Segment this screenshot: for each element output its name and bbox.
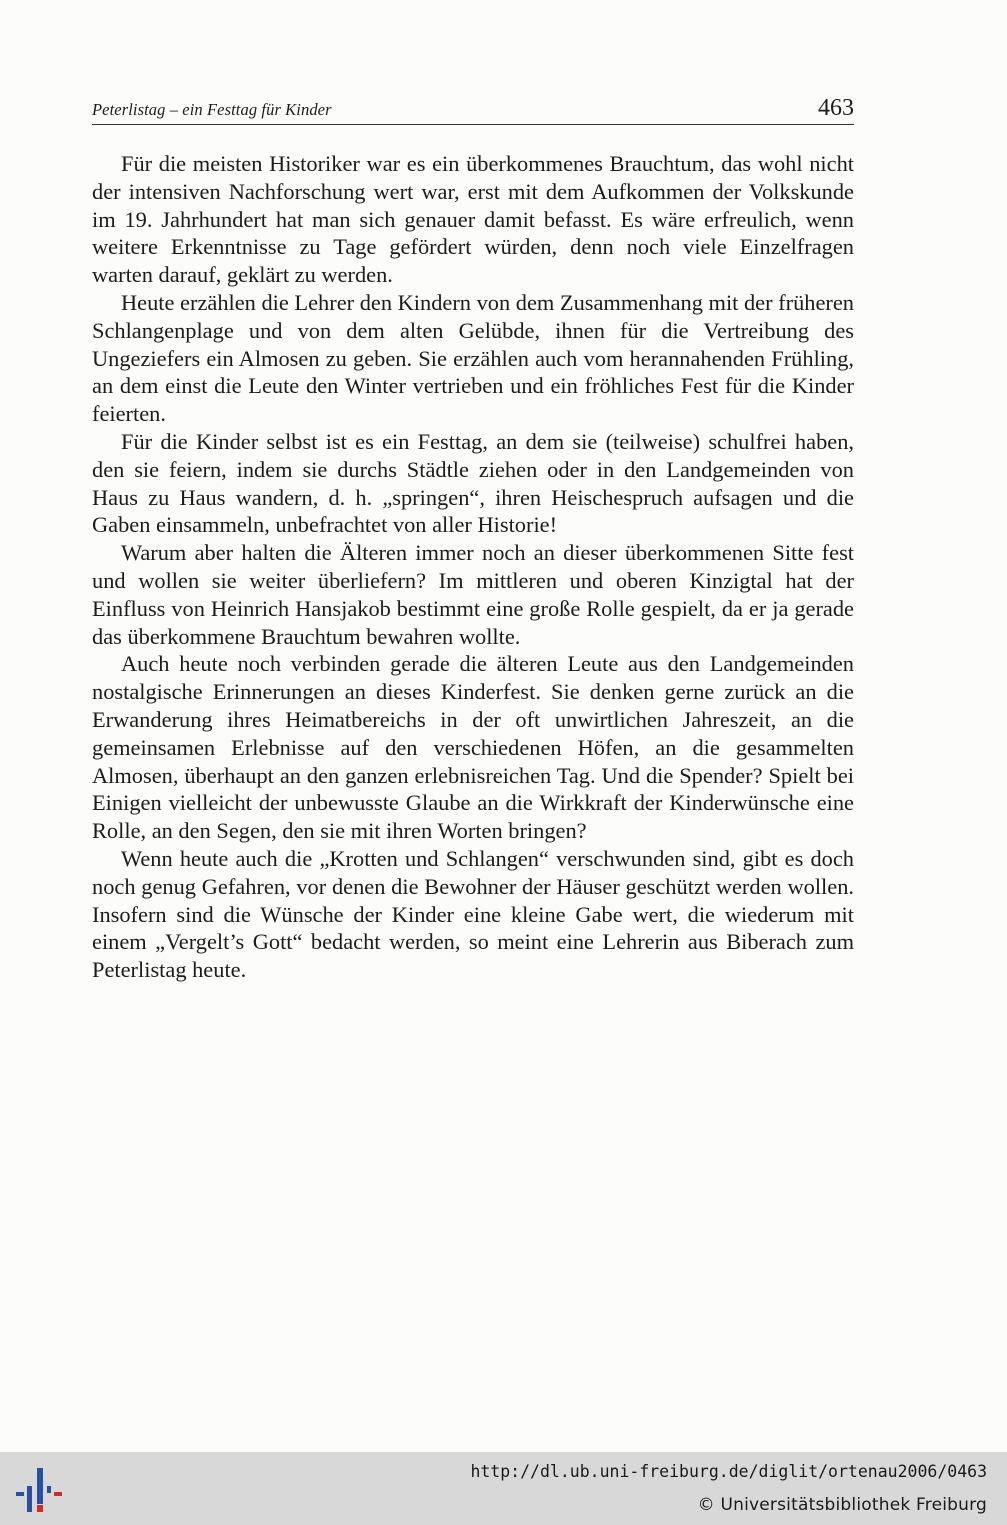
library-logo-icon xyxy=(12,1464,64,1514)
paragraph: Warum aber halten die Älteren immer noch an dieser überkommenen Sitte fest und wollen sie weiter überliefern? Im mittleren und oberen Kinzigtal hat der Einfluss von Heinrich Hansjakob bestimmt eine große Rolle gespielt, da er ja gerade das überkommene Brauchtum bewahren wollte. xyxy=(92,540,854,649)
source-url-link[interactable]: http://dl.ub.uni-freiburg.de/diglit/ortenau2006/0463 xyxy=(470,1462,987,1481)
copyright-notice: © Universitätsbibliothek Freiburg xyxy=(697,1495,987,1515)
paragraph: Für die Kinder selbst ist es ein Festtag, an dem sie (teilweise) schulfrei haben, den sie feiern, indem sie durchs Städtle ziehen oder in den Landgemeinden von Haus zu Haus wandern, d. h. „springen“, ihren Heischespruch aufsagen und die Gaben einsammeln, unbefrachtet von aller Historie! xyxy=(92,428,854,538)
running-header xyxy=(92,94,854,125)
paragraph: Wenn heute auch die „Krotten und Schlangen“ verschwunden sind, gibt es doch noch genug Gefahren, vor denen die Bewohner der Häuser geschützt werden wollen. Insofern sind die Wünsche der Kinder eine kleine Gabe wert, die wiederum mit einem „Vergelt’s Gott“ bedacht werden, so meint eine Lehrerin aus Biberach zum Peterlistag heute. xyxy=(92,845,854,983)
body-text xyxy=(92,150,854,984)
footer-bar xyxy=(0,1452,1007,1525)
running-title: Peterlistag – ein Festtag für Kinder xyxy=(92,100,332,119)
paragraph: Heute erzählen die Lehrer den Kindern von dem Zusammenhang mit der früheren Schlangenplage und von dem alten Gelübde, ihnen für die Vertreibung des Ungeziefers ein Almosen zu geben. Sie erzählen auch vom herannahenden Frühling, an dem einst die Leute den Winter vertrieben und ein fröhliches Fest für die Kinder feierten. xyxy=(92,289,854,427)
page-number: 463 xyxy=(818,95,854,121)
paragraph: Für die meisten Historiker war es ein überkommenes Brauchtum, das wohl nicht der intensiven Nachforschung wert war, erst mit dem Aufkommen der Volkskunde im 19. Jahrhundert hat man sich genauer damit befasst. Es wäre erfreulich, wenn weitere Erkenntnisse zu Tage gefördert würden, denn noch viele Einzelfragen warten darauf, geklärt zu werden. xyxy=(92,151,854,288)
paragraph: Auch heute noch verbinden gerade die älteren Leute aus den Landgemeinden nostalgische Erinnerungen an dieses Kinderfest. Sie denken gerne zurück an die Erwanderung ihres Heimatbereichs in der oft unwirtlichen Jahreszeit, an die gemeinsamen Erlebnisse auf den verschiedenen Höfen, an die gesammelten Almosen, überhaupt an den ganzen erlebnisreichen Tag. Und die Spender? Spielt bei Einigen vielleicht der unbewusste Glaube an die Wirkkraft der Kinderwünsche eine Rolle, an den Segen, den sie mit ihren Worten bringen? xyxy=(92,651,854,844)
